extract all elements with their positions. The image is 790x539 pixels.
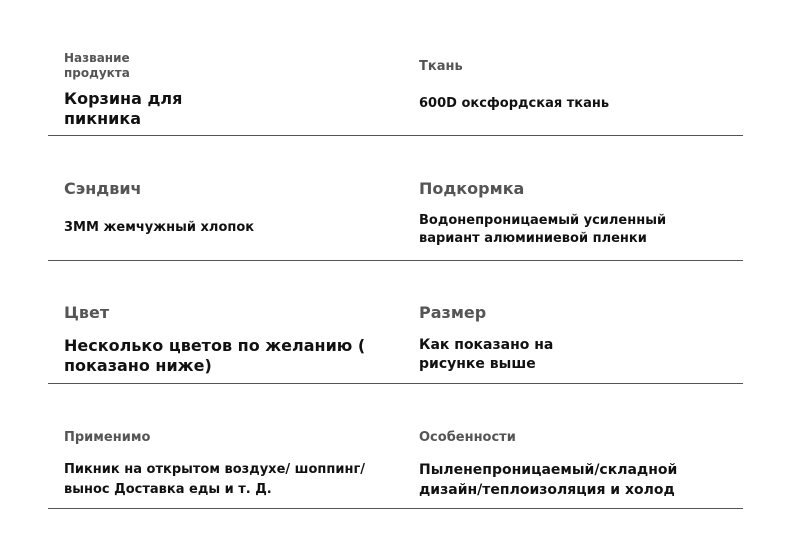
spec-label: Цвет — [64, 303, 110, 322]
spec-value: 3ММ жемчужный хлопок — [64, 220, 255, 235]
spec-row — [48, 384, 743, 509]
spec-value: Несколько цветов по желанию ( показано ниже) — [64, 336, 366, 375]
spec-label: Подкормка — [419, 179, 525, 198]
spec-label: Сэндвич — [64, 179, 142, 198]
spec-label: Особенности — [419, 430, 516, 445]
spec-label: Название продукта — [64, 51, 130, 80]
spec-value: Пикник на открытом воздухе/ шоппинг/вынос Доставка еды и т. Д. — [64, 462, 365, 497]
spec-value: Пыленепроницаемый/складной дизайн/теплоизоляция и холод — [419, 462, 678, 498]
spec-value: Корзина для пикника — [64, 89, 183, 128]
spec-value: 600D оксфордская ткань — [419, 96, 610, 111]
spec-row — [48, 261, 743, 384]
spec-label: Ткань — [419, 59, 463, 74]
spec-row — [48, 136, 743, 261]
spec-row — [48, 0, 743, 136]
spec-label: Применимо — [64, 430, 151, 445]
spec-value: Водонепроницаемый усиленный вариант алюминиевой пленки — [419, 213, 667, 246]
spec-label: Размер — [419, 303, 487, 322]
product-spec-sheet — [48, 0, 743, 539]
spec-value: Как показано на рисунке выше — [419, 337, 554, 372]
